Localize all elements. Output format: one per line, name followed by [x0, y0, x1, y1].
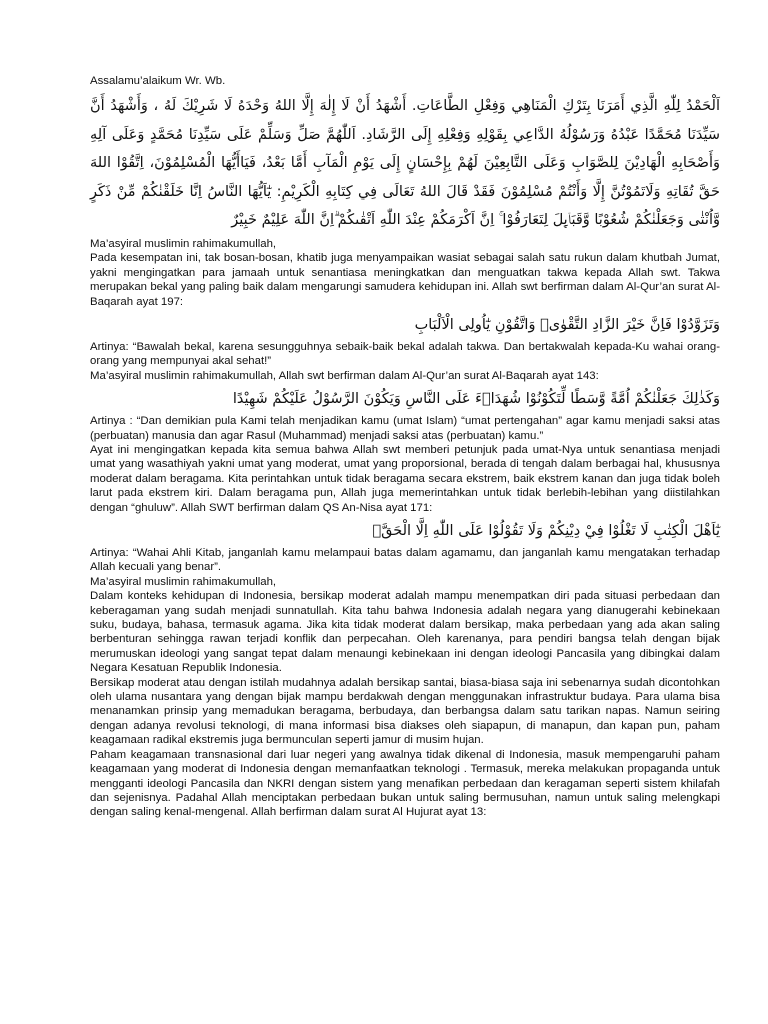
paragraph-paham-transnasional: Paham keagamaan transnasional dari luar negeri yang awalnya tidak dikenal di Indonesia, masuk mempengaruhi paham keagamaan yang moderat di Indonesia dengan memanfaatkan teknologi . Termasuk, mereka melakukan propaganda untuk mengganti ideologi Pancasila dan NKRI dengan sistem yang menafikan perbedaan dan keragaman seperti sistem khilafah dan sejenisnya. Padahal Allah menciptakan perbedaan bukan untuk saling bermusuhan, namun untuk saling melengkapi dengan saling kenal-mengenal. Allah berfirman dalam surat Al Hujurat ayat 13:	[90, 748, 720, 819]
paragraph-salutation-1: Ma’asyiral muslimin rahimakumullah,	[90, 237, 277, 250]
paragraph-wasiat-takwa: Pada kesempatan ini, tak bosan-bosan, khatib juga menyampaikan wasiat sebagai salah satu rukun dalam khutbah Jumat, yakni mengingatkan para jamaah untuk senantiasa meningkatkan dan menguatkan takwa kepada Allah swt. Takwa merupakan bekal yang paling baik dalam mengarungi samudera kehidupan ini. Allah swt berfirman dalam Al-Qur’an surat Al-Baqarah ayat 197:	[90, 252, 720, 308]
arabic-verse-baqarah-197: وَتَزَوَّدُوْا فَاِنَّ خَيْرَ الزَّادِ التَّقْوٰىۖ وَاتَّقُوْنِ يٰٓاُولِى الْاَلْبَابِ	[414, 316, 720, 333]
translation-nisa-171: Artinya: “Wahai Ahli Kitab, janganlah kamu melampaui batas dalam agamamu, dan janganlah kamu mengatakan terhadap Allah kecuali yang benar”.	[90, 547, 720, 574]
translation-baqarah-143: Artinya : “Dan demikian pula Kami telah menjadikan kamu (umat Islam) “umat pertengahan” agar kamu menjadi saksi atas (perbuatan) manusia dan agar Rasul (Muhammad) menjadi saksi atas (perbuatan) kamu.”	[90, 415, 720, 442]
arabic-verse-nisa-171: يٰٓاَهْلَ الْكِتٰبِ لَا تَغْلُوْا فِيْ دِيْنِكُمْ وَلَا تَقُوْلُوْا عَلَى اللّٰهِ اِلَّا الْحَقَّۗ	[372, 523, 720, 539]
arabic-verse-baqarah-143: وَكَذٰلِكَ جَعَلْنٰكُمْ اُمَّةً وَّسَطًا لِّتَكُوْنُوْا شُهَدَاۤءَ عَلَى النَّاسِ وَيَكُوْنَ الرَّسُوْلُ عَلَيْكُمْ شَهِيْدًا	[232, 391, 720, 408]
arabic-opening-prayer: اَلْحَمْدُ لِلّٰهِ الَّذِي أَمَرَنَا بِتَرْكِ الْمَنَاهِي وَفِعْلِ الطَّاعَاتِ. أَشْهَدُ أَنْ لَا إِلٰهَ إِلَّا اللهُ وَحْدَهُ لَا شَرِيْكَ لَهُ ، وَأَشْهَدُ أَنَّ سَيِّدَنَا مُحَمَّدًا عَبْدُهُ وَرَسُوْلُهُ الدَّاعِي بِقَوْلِهِ وَفِعْلِهِ إِلَى الرَّشَادِ. اَللّٰهُمَّ صَلِّ وَسَلِّمْ عَلَى سَيِّدِنَا مُحَمَّدٍ وَعَلَى آلِهِ وَأَصْحَابِهِ الْهَادِيْنَ لِلصَّوَابِ وَعَلَى التَّابِعِيْنَ لَهُمْ بِإِحْسَانٍ إِلَى يَوْمِ الْمَآبِ أَمَّا بَعْدُ، فَيَاأَيُّهَا الْمُسْلِمُوْنَ، اِتَّقُوْا اللهَ حَقَّ تُقَاتِهِ وَلَاتَمُوْتُنَّ إِلَّا وَأَنْتُمْ مُسْلِمُوْنَ فَقَدْ قَالَ اللهُ تَعَالَى فِي كِتَابِهِ الْكَرِيْمِ: يٰٓاَيُّهَا النَّاسُ اِنَّا خَلَقْنٰكُمْ مِّنْ ذَكَرٍ وَّاُنْثٰى وَجَعَلْنٰكُمْ شُعُوْبًا وَّقَبَاۤىِٕلَ لِتَعَارَفُوْا ۚ اِنَّ اَكْرَمَكُمْ عِنْدَ اللّٰهِ اَتْقٰىكُمْ ۗاِنَّ اللّٰهَ عَلِيْمٌ خَبِيْرٌ	[90, 98, 720, 229]
paragraph-ulama-nusantara: Bersikap moderat atau dengan istilah mudahnya adalah bersikap santai, biasa-biasa saja ini sebenarnya sudah dicontohkan oleh ulama nusantara yang dengan bijak mampu berdakwah dengan menggunakan infrastruktur budaya. Para ulama bisa menanamkan prinsip yang memadukan beragama, berbudaya, dan berbangsa dalam satu tarikan napas. Namun seiring dengan adanya revolusi teknologi, di mana informasi bisa diakses oleh siapapun, di manapun, dan kapan pun, paham keagamaan radikal ekstremis juga bermunculan seperti jamur di musim hujan.	[90, 676, 720, 747]
paragraph-salutation-2: Ma’asyiral muslimin rahimakumullah,	[90, 575, 277, 588]
document-body	[90, 74, 720, 820]
greeting: Assalamu’alaikum Wr. Wb.	[90, 75, 226, 87]
paragraph-konteks-indonesia: Dalam konteks kehidupan di Indonesia, bersikap moderat adalah mampu menempatkan diri pada situasi perbedaan dan keberagaman yang sudah menjadi sunnatullah. Kita tahu bahwa Indonesia adalah negara yang dianugerahi kebinekaan suku, budaya, bahasa, termasuk agama. Jika kita tidak moderat dalam bersikap, maka perbedaan yang ada akan saling berbenturan sehingga rawan terjadi konflik dan perpecahan. Oleh karenanya, para pendiri bangsa telah dengan bijak merumuskan ideologi yang sangat tepat dalam menaungi kebinekaan ini dengan ideologi Pancasila yang dibingkai dalam Negara Kesatuan Republik Indonesia.	[90, 590, 720, 675]
paragraph-intro-baqarah-143: Ma’asyiral muslimin rahimakumullah, Allah swt berfirman dalam Al-Qur’an surat Al-Baqarah ayat 143:	[90, 369, 599, 382]
translation-baqarah-197: Artinya: “Bawalah bekal, karena sesungguhnya sebaik-baik bekal adalah takwa. Dan bertakwalah kepada-Ku wahai orang-orang yang mempunyai akal sehat!”	[90, 340, 720, 368]
paragraph-wasathiyah: Ayat ini mengingatkan kepada kita semua bahwa Allah swt memberi petunjuk pada umat-Nya untuk senantiasa menjadi umat yang wasathiyah yakni umat yang moderat, umat yang proporsional, berada di tengah dalam berbagai hal, khususnya moderat dalam beragama. Kita perintahkan untuk tidak beragama secara ekstrem, baik ekstrem kanan dan juga tidak boleh larut pada ekstrem kiri. Dalam beragama pun, Allah juga memerintahkan untuk tidak berlebih-lebihan yang diistilahkan dengan “ghuluw”. Allah SWT berfirman dalam QS An-Nisa ayat 171:	[90, 443, 720, 514]
